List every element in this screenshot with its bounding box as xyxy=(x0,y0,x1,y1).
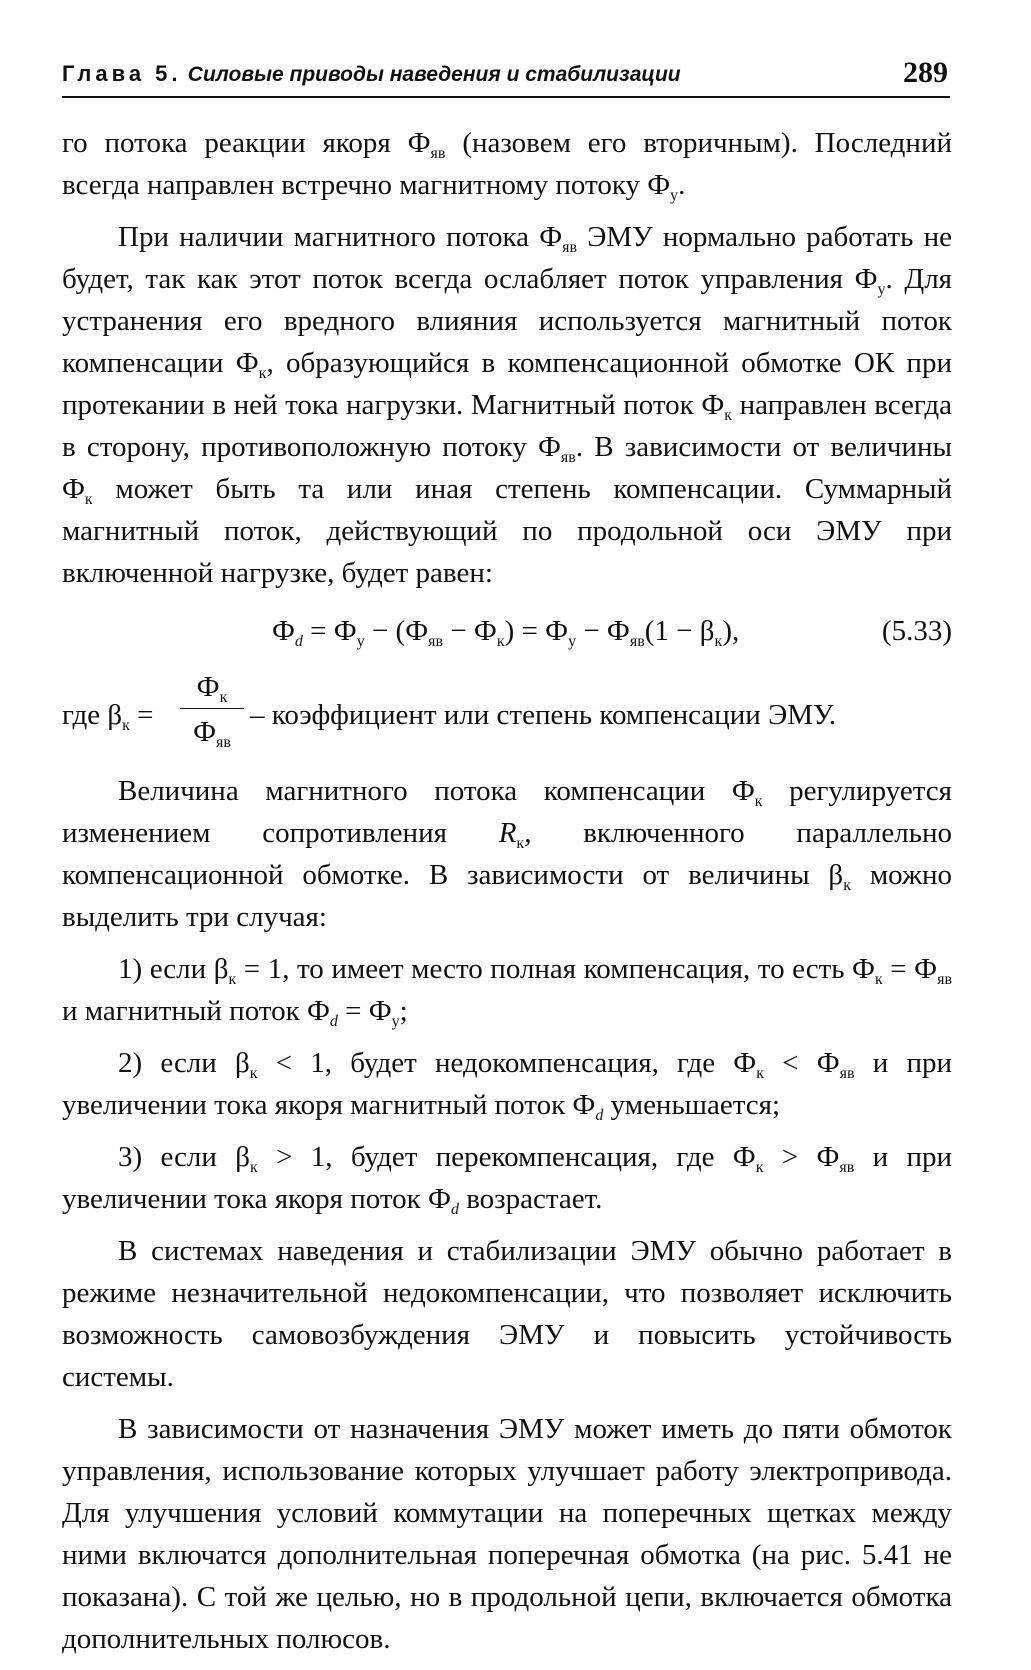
paragraph-3: Величина магнитного потока компенсации $Ф_к$ регулируется изменением сопротивления $R_к$, включенного параллельно компенсационной обмотке. В зависимости от величины $\beta_к$ можно выделить три случая: xyxy=(62,775,953,933)
fraction-numerator: $Ф_к$ xyxy=(196,671,228,706)
paragraph-1: го потока реакции якоря $Ф_{яв}$ (назовем его вторичным). Последний всегда направлен встречно магнитному потоку $Ф_у$. xyxy=(62,127,952,204)
header-left xyxy=(62,60,681,88)
page-number: 289 xyxy=(903,56,948,89)
paragraph-5: В зависимости от назначения ЭМУ может иметь до пяти обмоток управления, использование которых улучшает работу электропривода. Для улучшения условий коммутации на поперечных щетках между ними включатся дополнительная поперечная обмотка (на рис. 5.41 не показана). С той же целью, но в продольной цепи, включается обмотка дополнительных полюсов. xyxy=(62,1413,952,1655)
fraction xyxy=(180,666,244,753)
paragraph-2: При наличии магнитного потока $Ф_{яв}$ ЭМУ нормально работать не будет, так как этот поток всегда ослабляет поток управления $Ф_у$. Для устранения его вредного влияния используется магнитный поток компенсации $Ф_к$, образующийся в компенсационной обмотке ОК при протекании в ней тока нагрузки. Магнитный поток $Ф_к$ направлен всегда в сторону, противоположную потоку $Ф_{яв}$. В зависимости от величины $Ф_к$ может быть та или иная степень компенсации. Суммарный магнитный поток, действующий по продольной оси ЭМУ при включенной нагрузке, будет равен: xyxy=(62,221,953,589)
chapter-title: Силовые приводы наведения и стабилизации xyxy=(187,63,681,86)
chapter-label: Глава 5. xyxy=(62,61,182,86)
definition-line xyxy=(62,666,952,762)
where-label: где $\beta_к$ = xyxy=(62,699,154,734)
equation-body: $Ф_d = Ф_у - (Ф_{яв} - Ф_к) = Ф_у - Ф_{яв}(1 - \beta_к)$, xyxy=(272,615,740,650)
page-body xyxy=(62,122,952,1670)
fraction-denominator: $Ф_{яв}$ xyxy=(193,716,231,751)
fraction-bar xyxy=(180,708,244,709)
running-header xyxy=(62,52,950,98)
case-1: 1) если $\beta_к = 1$, то имеет место полная компенсация, то есть $Ф_к = Ф_{яв}$ и магнитный поток $Ф_d = Ф_у$; xyxy=(62,953,952,1030)
case-2: 2) если $\beta_к < 1$, будет недокомпенсация, где $Ф_к < Ф_{яв}$ и при увеличении тока якоря магнитный поток $Ф_d$ уменьшается; xyxy=(62,1047,952,1124)
equation-number: (5.33) xyxy=(881,615,952,647)
equation-5-33 xyxy=(62,604,952,664)
case-3: 3) если $\beta_к > 1$, будет перекомпенсация, где $Ф_к > Ф_{яв}$ и при увеличении тока якоря поток $Ф_d$ возрастает. xyxy=(62,1141,952,1218)
paragraph-4: В системах наведения и стабилизации ЭМУ обычно работает в режиме незначительной недокомпенсации, что позволяет исключить возможность самовозбуждения ЭМУ и повысить устойчивость системы. xyxy=(62,1235,952,1393)
definition-text: – коэффициент или степень компенсации ЭМУ. xyxy=(250,699,837,731)
